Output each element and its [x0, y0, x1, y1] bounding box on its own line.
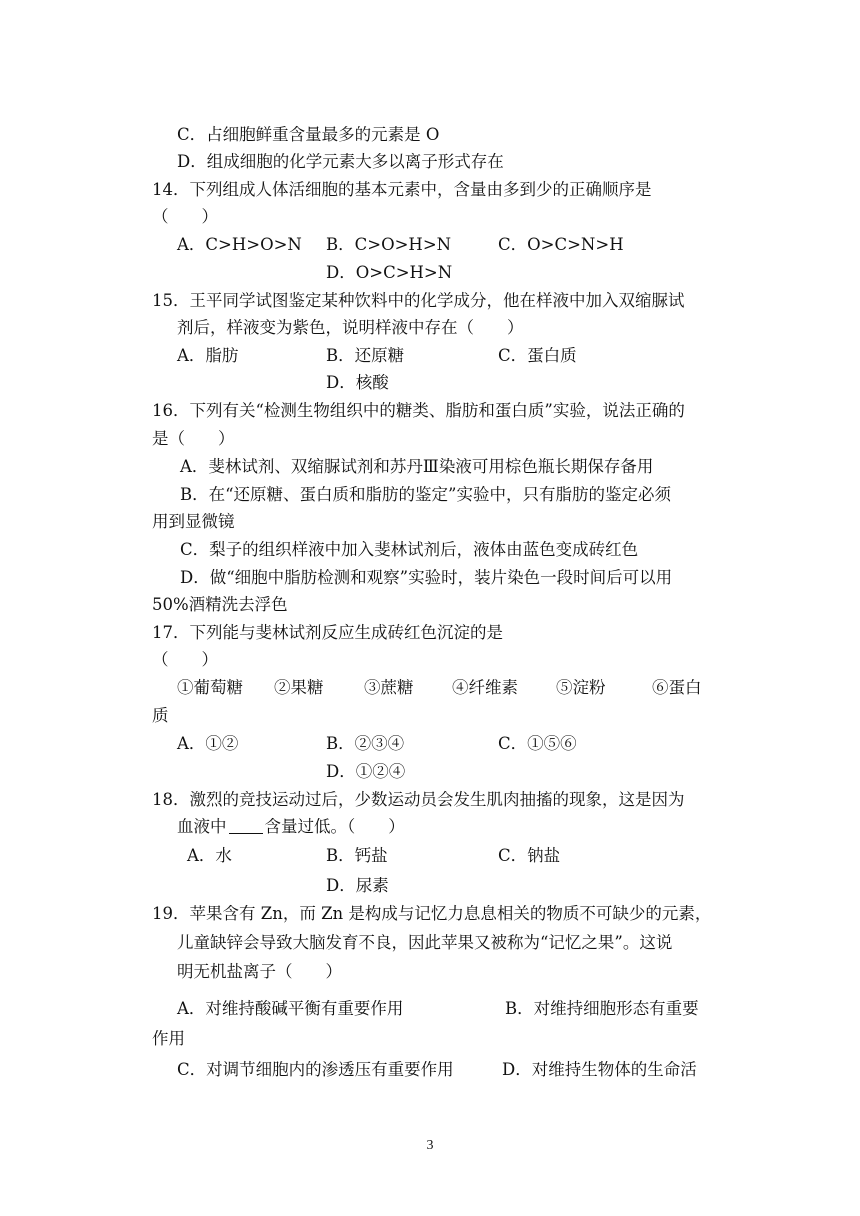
question-18-cont	[177, 816, 405, 838]
option-15c: C．蛋白质	[498, 346, 577, 365]
answer-bracket: （ ）	[152, 650, 218, 669]
question-18-prefix: 血液中	[177, 817, 227, 836]
option-18c: C．钠盐	[498, 846, 561, 865]
item-17-3: ③蔗糖	[364, 678, 414, 697]
option-14d: D．O>C>H>N	[326, 263, 453, 282]
option-19c: C．对调节细胞内的渗透压有重要作用	[177, 1060, 454, 1079]
option-15b: B．还原糖	[326, 346, 405, 365]
item-17-1: ①葡萄糖	[177, 678, 243, 697]
option-14a: A．C>H>O>N	[177, 235, 302, 254]
question-17: 17．下列能与斐林试剂反应生成砖红色沉淀的是	[152, 623, 503, 642]
item-17-5: ⑤淀粉	[556, 678, 606, 697]
page-number: 3	[426, 1138, 434, 1153]
option-16d-cont: 50%酒精洗去浮色	[152, 595, 288, 614]
option-14c: C．O>C>N>H	[498, 235, 624, 254]
option-19a: A．对维持酸碱平衡有重要作用	[177, 999, 404, 1018]
question-19-cont: 儿童缺锌会导致大脑发育不良，因此苹果又被称为“记忆之果”。这说	[177, 933, 673, 952]
question-16: 16．下列有关“检测生物组织中的糖类、脂肪和蛋白质”实验，说法正确的	[152, 401, 685, 420]
option-17a: A．①②	[177, 734, 239, 753]
question-18-suffix: 含量过低。（ ）	[264, 817, 405, 836]
option-13c: C．占细胞鲜重含量最多的元素是 O	[177, 125, 440, 144]
question-19-cont2: 明无机盐离子（ ）	[177, 962, 342, 981]
question-18: 18．激烈的竞技运动过后，少数运动员会发生肌肉抽搐的现象，这是因为	[152, 790, 685, 809]
option-18a: A．水	[187, 846, 232, 865]
question-15: 15．王平同学试图鉴定某种饮料中的化学成分，他在样液中加入双缩脲试	[152, 291, 685, 310]
option-15d: D．核酸	[326, 373, 389, 392]
answer-bracket: （ ）	[152, 207, 218, 226]
option-16c: C．梨子的组织样液中加入斐林试剂后，液体由蓝色变成砖红色	[180, 540, 639, 559]
question-19: 19．苹果含有 Zn，而 Zn 是构成与记忆力息息相关的物质不可缺少的元素，	[152, 904, 712, 923]
question-16-cont: 是（ ）	[152, 429, 235, 448]
option-19b: B．对维持细胞形态有重要	[505, 999, 699, 1018]
item-17-2: ②果糖	[274, 678, 324, 697]
question-15-cont: 剂后，样液变为紫色，说明样液中存在（ ）	[177, 318, 524, 337]
option-15a: A．脂肪	[177, 346, 239, 365]
option-19d: D．对维持生物体的生命活	[502, 1060, 697, 1079]
item-17-6-cont: 质	[152, 706, 169, 725]
option-13d: D．组成细胞的化学元素大多以离子形式存在	[177, 152, 504, 171]
option-14b: B．C>O>H>N	[326, 235, 452, 254]
question-14: 14．下列组成人体活细胞的基本元素中，含量由多到少的正确顺序是	[152, 180, 652, 199]
item-17-4: ④纤维素	[452, 678, 518, 697]
item-17-6: ⑥蛋白	[652, 678, 702, 697]
fill-blank	[229, 817, 263, 834]
option-16b: B．在“还原糖、蛋白质和脂肪的鉴定”实验中，只有脂肪的鉴定必须	[180, 485, 671, 504]
option-18b: B．钙盐	[326, 846, 388, 865]
option-19b-cont: 作用	[152, 1029, 185, 1048]
option-18d: D．尿素	[326, 876, 389, 895]
option-17b: B．②③④	[326, 734, 405, 753]
option-16a: A．斐林试剂、双缩脲试剂和苏丹Ⅲ染液可用棕色瓶长期保存备用	[180, 457, 654, 476]
option-16d: D．做“细胞中脂肪检测和观察”实验时，装片染色一段时间后可以用	[180, 568, 673, 587]
option-17c: C．①⑤⑥	[498, 734, 577, 753]
option-16b-cont: 用到显微镜	[152, 512, 235, 531]
option-17d: D．①②④	[326, 762, 406, 781]
